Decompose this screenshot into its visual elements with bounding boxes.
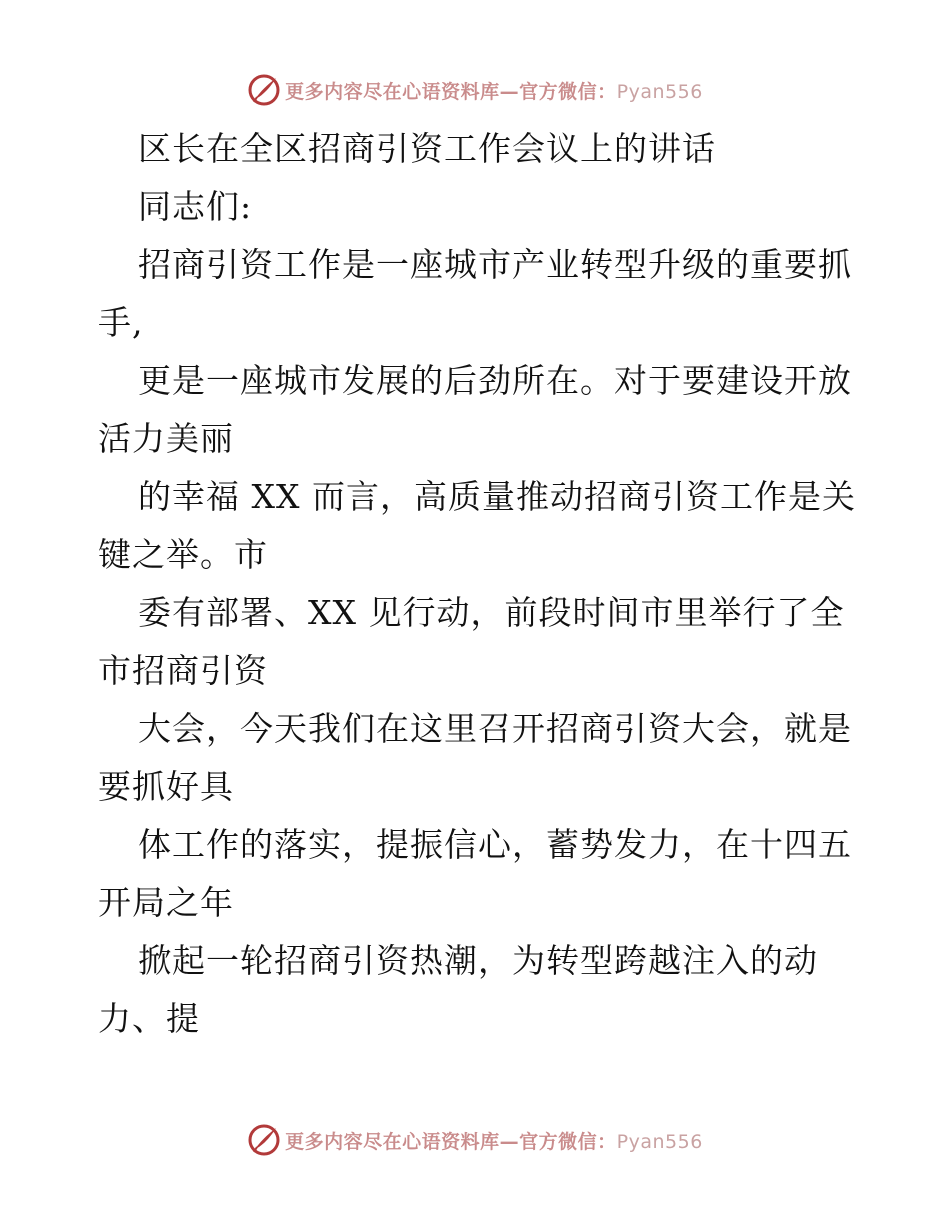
text-line: 区长在全区招商引资工作会议上的讲话 <box>138 129 716 168</box>
watermark-label: 更多内容尽在心语资料库—官方微信： <box>285 80 617 103</box>
text-line: 市招商引资 <box>98 651 268 690</box>
text-line: 更是一座城市发展的后劲所在。对于要建设开放 <box>138 361 852 400</box>
text-line: 力、提 <box>98 999 200 1038</box>
text-line: 键之举。市 <box>98 535 268 574</box>
watermark-label: 更多内容尽在心语资料库—官方微信： <box>285 1130 617 1153</box>
quill-logo-icon <box>247 1123 281 1157</box>
text-line: 开局之年 <box>98 883 234 922</box>
text-line: 要抓好具 <box>98 767 234 806</box>
text-line: 活力美丽 <box>98 419 234 458</box>
watermark-text <box>285 1127 703 1154</box>
text-line: 体工作的落实，提振信心，蓄势发力，在十四五 <box>138 825 852 864</box>
text-line: 掀起一轮招商引资热潮，为转型跨越注入的动 <box>138 941 818 980</box>
text-line: 的幸福 XX 而言，高质量推动招商引资工作是关 <box>138 477 856 516</box>
watermark-header <box>0 68 950 112</box>
text-line: 同志们: <box>138 187 253 226</box>
text-line: 手, <box>98 303 144 342</box>
watermark-text <box>285 77 703 104</box>
text-line: 招商引资工作是一座城市产业转型升级的重要抓 <box>138 245 852 284</box>
document-body <box>98 120 858 1048</box>
watermark-wechat: Pyan556 <box>616 80 703 103</box>
watermark-wechat: Pyan556 <box>616 1130 703 1153</box>
text-line: 委有部署、XX 见行动，前段时间市里举行了全 <box>138 593 845 632</box>
watermark-footer <box>0 1118 950 1162</box>
quill-logo-icon <box>247 73 281 107</box>
text-line: 大会，今天我们在这里召开招商引资大会，就是 <box>138 709 852 748</box>
